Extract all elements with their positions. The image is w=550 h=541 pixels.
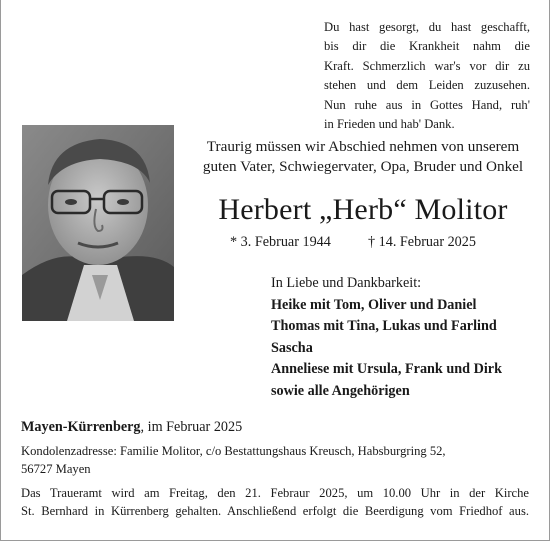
poem-line: Kraft. Schmerzlich war's vor dir zu — [324, 58, 530, 73]
place-date: , im Februar 2025 — [140, 419, 243, 435]
portrait-illustration — [22, 125, 174, 321]
place-town: Mayen-Kürrenberg — [21, 419, 141, 435]
service-info — [21, 484, 529, 520]
intro-text — [188, 137, 538, 177]
deceased-name: Herbert „Herb“ Molitor — [218, 193, 508, 226]
poem-line: in Frieden und hab' Dank. — [324, 117, 455, 132]
poem-line: bis dir die Krankheit nahm die — [324, 39, 530, 54]
family-member: sowie alle Angehörigen — [271, 382, 410, 399]
poem-line: Nun ruhe aus in Gottes Hand, ruh' — [324, 97, 530, 112]
poem — [324, 18, 530, 134]
intro-line: Traurig müssen wir Abschied nehmen von unserem — [206, 138, 520, 155]
poem-line: stehen und dem Leiden zuzusehen. — [324, 78, 530, 93]
poem-line: Du hast gesorgt, du hast geschafft, — [324, 20, 530, 34]
service-line: Das Traueramt wird am Freitag, den 21. Febraur 2025, um 10.00 Uhr in der Kirche — [21, 486, 529, 500]
family-member: Thomas mit Tina, Lukas und Farlind — [271, 318, 497, 334]
family-member: Heike mit Tom, Oliver und Daniel — [271, 296, 477, 313]
condolence-line: 56727 Mayen — [21, 462, 91, 476]
death-date: † 14. Februar 2025 — [368, 234, 476, 250]
place-and-date — [21, 419, 531, 436]
family-member: Anneliese mit Ursula, Frank und Dirk — [271, 361, 502, 377]
condolence-line: Kondolenzadresse: Familie Molitor, c/o Bestattungshaus Kreusch, Habsburgring 52, — [21, 444, 446, 458]
family-member: Sascha — [271, 339, 313, 356]
condolence-address — [21, 442, 531, 478]
family-list — [271, 273, 541, 402]
portrait-photo — [22, 125, 174, 321]
birth-date: * 3. Februar 1944 — [230, 234, 331, 250]
intro-line: guten Vater, Schwiegervater, Opa, Bruder und Onkel — [202, 158, 524, 175]
family-lead: In Liebe und Dankbarkeit: — [271, 275, 422, 291]
service-line: St. Bernhard in Kürrenberg gehalten. Anschließend erfolgt die Beerdigung vom Friedhof aus. — [21, 504, 529, 518]
